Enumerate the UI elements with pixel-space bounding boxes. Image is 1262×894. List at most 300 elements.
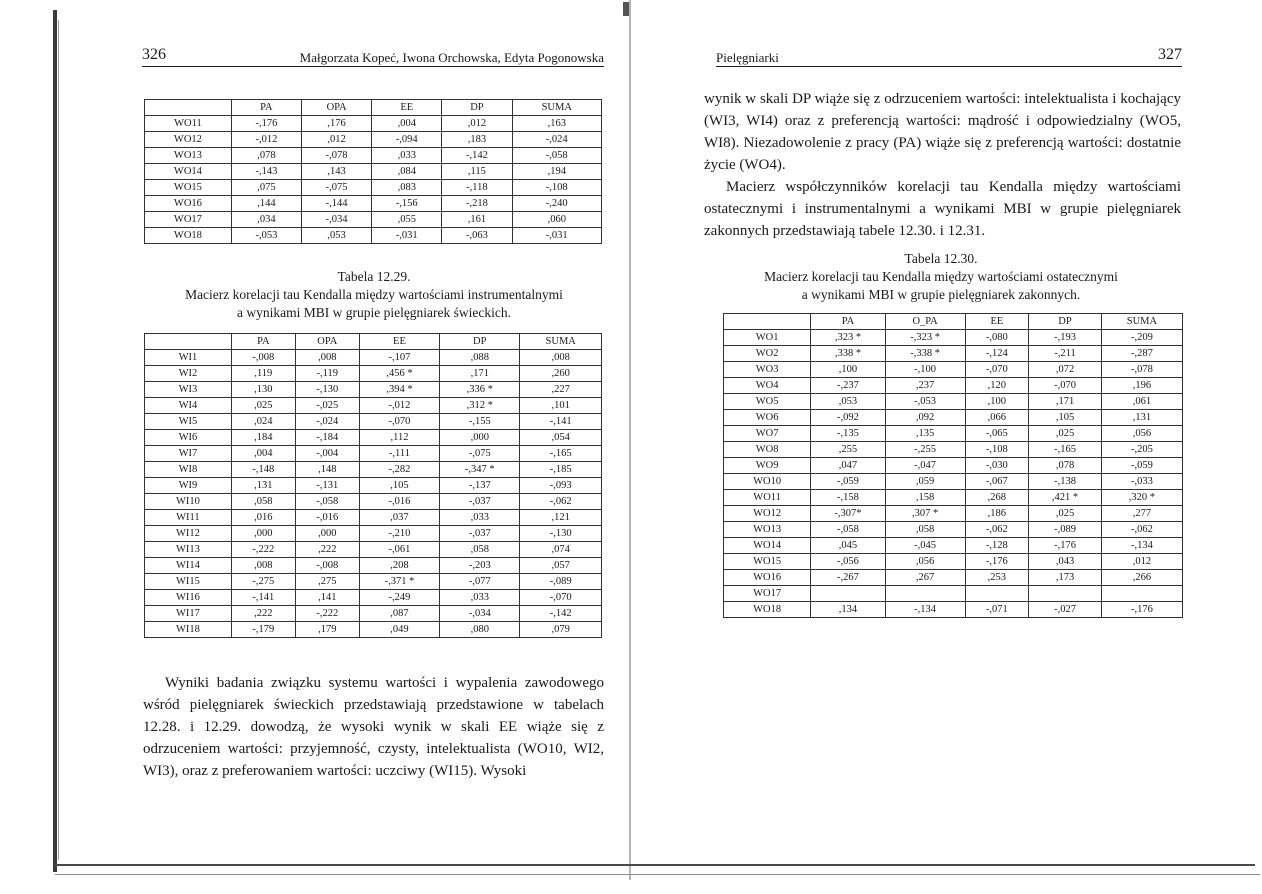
table-cell: ,222 (231, 606, 295, 622)
left-page-number: 326 (142, 46, 166, 63)
right-page (631, 0, 1262, 894)
table-cell: ,130 (231, 382, 295, 398)
table-cell: -,031 (372, 228, 442, 244)
table-cell: -,165 (520, 446, 602, 462)
row-label: WO5 (724, 394, 811, 410)
row-label: WI15 (145, 574, 232, 590)
table-cell: -,004 (295, 446, 359, 462)
column-header: DP (1029, 314, 1102, 330)
table-cell: ,025 (1029, 506, 1102, 522)
table-row (145, 526, 602, 542)
table-cell: -,134 (885, 602, 965, 618)
table-cell: ,267 (885, 570, 965, 586)
table-cell: ,277 (1101, 506, 1182, 522)
table-cell: -,065 (965, 426, 1029, 442)
row-label: WI2 (145, 366, 232, 382)
row-label: WI7 (145, 446, 232, 462)
row-label: WI5 (145, 414, 232, 430)
table-cell: ,033 (440, 510, 520, 526)
row-label: WO8 (724, 442, 811, 458)
table-cell: -,130 (520, 526, 602, 542)
table-cell: ,004 (372, 116, 442, 132)
table-cell: ,184 (231, 430, 295, 446)
table-cell: -,307* (811, 506, 885, 522)
table-cell: -,211 (1029, 346, 1102, 362)
left-running-head: Małgorzata Kopeć, Iwona Orchowska, Edyta Pogonowska (299, 50, 604, 65)
table-cell: ,176 (302, 116, 372, 132)
caption-line-2: a wynikami MBI w grupie pielęgniarek świeckich. (236, 305, 512, 320)
row-label: WO14 (145, 164, 232, 180)
table-cell: ,105 (359, 478, 439, 494)
table-cell: -,058 (295, 494, 359, 510)
table-row (724, 538, 1183, 554)
table-row (724, 330, 1183, 346)
table-cell: -,080 (965, 330, 1029, 346)
table-cell: -,059 (1101, 458, 1182, 474)
table-cell: -,148 (231, 462, 295, 478)
column-header (724, 314, 811, 330)
table-header-row (145, 100, 602, 116)
table-cell: -,130 (295, 382, 359, 398)
table-cell: ,045 (811, 538, 885, 554)
table-cell: ,134 (811, 602, 885, 618)
table-cell: -,347 * (440, 462, 520, 478)
table-cell: ,338 * (811, 346, 885, 362)
table-cell: -,142 (520, 606, 602, 622)
table-cell: -,176 (231, 116, 301, 132)
table-row (145, 164, 602, 180)
table-row (724, 378, 1183, 394)
table-cell: -,287 (1101, 346, 1182, 362)
table-cell: -,062 (1101, 522, 1182, 538)
caption-table-1229 (130, 268, 618, 322)
table-cell: -,131 (295, 478, 359, 494)
table-1229 (144, 333, 602, 638)
table-row (145, 228, 602, 244)
table-cell: ,056 (885, 554, 965, 570)
row-label: WI4 (145, 398, 232, 414)
table-row (145, 132, 602, 148)
row-label: WO1 (724, 330, 811, 346)
caption-line-1: Macierz korelacji tau Kendalla między wartościami ostatecznymi (764, 269, 1118, 284)
table-cell: -,209 (1101, 330, 1182, 346)
table-cell: ,421 * (1029, 490, 1102, 506)
table-cell: ,080 (440, 622, 520, 638)
row-label: WO16 (145, 196, 232, 212)
table-cell: -,141 (231, 590, 295, 606)
left-page (0, 0, 630, 894)
table-cell: -,058 (811, 522, 885, 538)
table-cell: -,323 * (885, 330, 965, 346)
right-paragraph-2: Macierz współczynników korelacji tau Kendalla między wartościami ostatecznymi i instrumentalnymi a wynikami MBI w grupie pielęgniarek zakonnych przedstawiają tabele 12.30. i 12.31. (704, 179, 1181, 239)
table-row (724, 458, 1183, 474)
row-label: WO10 (724, 474, 811, 490)
table-row (145, 196, 602, 212)
table-row (145, 398, 602, 414)
row-label: WO6 (724, 410, 811, 426)
table-cell: ,115 (442, 164, 512, 180)
table-cell: ,196 (1101, 378, 1182, 394)
table-row (145, 462, 602, 478)
table-cell: -,255 (885, 442, 965, 458)
table-cell: ,260 (520, 366, 602, 382)
table-cell: -,030 (965, 458, 1029, 474)
table-cell: -,089 (1029, 522, 1102, 538)
table-cell: ,083 (372, 180, 442, 196)
table-cell: ,266 (1101, 570, 1182, 586)
table-cell: ,034 (231, 212, 301, 228)
table-cell: ,060 (512, 212, 601, 228)
table-cell: -,058 (512, 148, 601, 164)
table-row (145, 148, 602, 164)
table-cell: ,066 (965, 410, 1029, 426)
table-cell (965, 586, 1029, 602)
table-cell: -,203 (440, 558, 520, 574)
table-cell: ,161 (442, 212, 512, 228)
row-label: WI9 (145, 478, 232, 494)
row-label: WO4 (724, 378, 811, 394)
table-cell: ,323 * (811, 330, 885, 346)
table-cell: -,156 (372, 196, 442, 212)
table-cell: -,124 (965, 346, 1029, 362)
table-cell: ,222 (295, 542, 359, 558)
table-cell: -,070 (520, 590, 602, 606)
table-cell: ,171 (1029, 394, 1102, 410)
table-cell: -,176 (965, 554, 1029, 570)
table-row (145, 414, 602, 430)
table-cell (885, 586, 965, 602)
table-cell: -,094 (372, 132, 442, 148)
table-cell: ,025 (231, 398, 295, 414)
table-cell: -,118 (442, 180, 512, 196)
row-label: WI16 (145, 590, 232, 606)
table-row (724, 362, 1183, 378)
column-header: DP (442, 100, 512, 116)
table-cell: ,336 * (440, 382, 520, 398)
table-cell: -,033 (1101, 474, 1182, 490)
caption-table-1230 (706, 250, 1176, 304)
row-label: WI11 (145, 510, 232, 526)
caption-label: Tabela 12.29. (337, 269, 411, 284)
table-cell: ,008 (231, 558, 295, 574)
column-header: SUMA (520, 334, 602, 350)
row-label: WO12 (724, 506, 811, 522)
table-cell: -,037 (440, 526, 520, 542)
table-cell: -,016 (359, 494, 439, 510)
table-cell: -,053 (231, 228, 301, 244)
table-row (724, 554, 1183, 570)
table-cell: -,024 (512, 132, 601, 148)
table-cell: ,312 * (440, 398, 520, 414)
row-label: WI6 (145, 430, 232, 446)
table-cell: ,131 (1101, 410, 1182, 426)
table-row (724, 506, 1183, 522)
table-cell: -,135 (811, 426, 885, 442)
table-cell: -,338 * (885, 346, 965, 362)
table-cell: ,194 (512, 164, 601, 180)
table-row (724, 522, 1183, 538)
table-cell: -,037 (440, 494, 520, 510)
table-row (145, 180, 602, 196)
table-cell: -,185 (520, 462, 602, 478)
table-cell: ,000 (295, 526, 359, 542)
table-cell: -,165 (1029, 442, 1102, 458)
table-cell: ,058 (440, 542, 520, 558)
table-cell: ,275 (295, 574, 359, 590)
table-cell: -,210 (359, 526, 439, 542)
table-row (724, 426, 1183, 442)
table-cell: ,016 (231, 510, 295, 526)
table-cell: -,193 (1029, 330, 1102, 346)
left-paragraph: Wyniki badania związku systemu wartości i wypalenia zawodowego wśród pielęgniarek świeckich przedstawiają przedstawione w tabelach 12.28. i 12.29. dowodzą, że wysoki wynik w skali EE wiąże się z odrzuceniem wartości: przyjemność, czysty, intelektualista (WO10, WI2, WI3), oraz z preferowaniem wartości: uczciwy (WI15). Wysoki (143, 675, 604, 779)
table-cell: ,008 (520, 350, 602, 366)
table-cell: -,143 (231, 164, 301, 180)
table-cell: -,061 (359, 542, 439, 558)
table-cell: ,000 (440, 430, 520, 446)
table-cell: ,012 (442, 116, 512, 132)
table-cell: ,100 (811, 362, 885, 378)
table-cell: -,092 (811, 410, 885, 426)
table-cell: ,053 (811, 394, 885, 410)
row-label: WO12 (145, 132, 232, 148)
table-cell: -,128 (965, 538, 1029, 554)
table-cell: ,120 (965, 378, 1029, 394)
row-label: WI18 (145, 622, 232, 638)
table-cell: -,053 (885, 394, 965, 410)
row-label: WO14 (724, 538, 811, 554)
table-cell: -,108 (512, 180, 601, 196)
table-cell: ,012 (1101, 554, 1182, 570)
table-cell: -,062 (965, 522, 1029, 538)
table-cell: -,067 (965, 474, 1029, 490)
column-header: EE (965, 314, 1029, 330)
row-label: WI3 (145, 382, 232, 398)
table-cell: -,108 (965, 442, 1029, 458)
row-label: WO13 (724, 522, 811, 538)
table-cell: -,107 (359, 350, 439, 366)
table-cell: -,282 (359, 462, 439, 478)
row-label: WO9 (724, 458, 811, 474)
row-label: WO13 (145, 148, 232, 164)
table-cell: -,089 (520, 574, 602, 590)
table-cell: ,394 * (359, 382, 439, 398)
table-row (145, 116, 602, 132)
row-label: WO11 (145, 116, 232, 132)
table-row (724, 490, 1183, 506)
table-cell: ,143 (302, 164, 372, 180)
table-row (145, 494, 602, 510)
left-running-header (142, 46, 604, 67)
table-cell: -,249 (359, 590, 439, 606)
table-row (724, 346, 1183, 362)
column-header: OPA (295, 334, 359, 350)
table-row (145, 382, 602, 398)
row-label: WI12 (145, 526, 232, 542)
table-cell: -,034 (302, 212, 372, 228)
table-cell: ,253 (965, 570, 1029, 586)
table-cell: ,061 (1101, 394, 1182, 410)
table-cell: ,033 (372, 148, 442, 164)
table-cell: -,237 (811, 378, 885, 394)
column-header: OPA (302, 100, 372, 116)
table-cell: -,100 (885, 362, 965, 378)
table-cell: ,105 (1029, 410, 1102, 426)
table-cell: -,075 (440, 446, 520, 462)
table-header-row (145, 334, 602, 350)
table-cell: ,058 (231, 494, 295, 510)
table-row (145, 212, 602, 228)
column-header: PA (231, 334, 295, 350)
table-row (145, 558, 602, 574)
table-cell: -,027 (1029, 602, 1102, 618)
table-cell: ,144 (231, 196, 301, 212)
table-cell (811, 586, 885, 602)
column-header: PA (811, 314, 885, 330)
table-cell: -,070 (965, 362, 1029, 378)
table-cell: -,093 (520, 478, 602, 494)
table-cell: ,058 (885, 522, 965, 538)
table-row (724, 602, 1183, 618)
table-cell: -,176 (1029, 538, 1102, 554)
table-row (145, 574, 602, 590)
table-cell: -,059 (811, 474, 885, 490)
table-cell: -,056 (811, 554, 885, 570)
table-cell: ,059 (885, 474, 965, 490)
table-cell: -,275 (231, 574, 295, 590)
column-header (145, 334, 232, 350)
table-cell: ,024 (231, 414, 295, 430)
table-cell: ,092 (885, 410, 965, 426)
table-cell: -,137 (440, 478, 520, 494)
table-row (724, 570, 1183, 586)
caption-label: Tabela 12.30. (904, 251, 978, 266)
table-cell (1029, 586, 1102, 602)
table-cell: -,158 (811, 490, 885, 506)
table-cell: -,078 (302, 148, 372, 164)
table-header-row (724, 314, 1183, 330)
table-cell: -,222 (295, 606, 359, 622)
table-cell: ,033 (440, 590, 520, 606)
table-row (145, 446, 602, 462)
table-cell: -,012 (231, 132, 301, 148)
table-cell: ,320 * (1101, 490, 1182, 506)
row-label: WO17 (724, 586, 811, 602)
table-cell: ,049 (359, 622, 439, 638)
table-cell: -,240 (512, 196, 601, 212)
table-cell: -,218 (442, 196, 512, 212)
table-cell: -,070 (1029, 378, 1102, 394)
table-row (145, 590, 602, 606)
table-cell: -,077 (440, 574, 520, 590)
table-row (145, 366, 602, 382)
table-cell: ,053 (302, 228, 372, 244)
table-cell: -,045 (885, 538, 965, 554)
table-cell: ,183 (442, 132, 512, 148)
table-row (724, 586, 1183, 602)
table-cell: -,078 (1101, 362, 1182, 378)
table-cell: -,034 (440, 606, 520, 622)
column-header: EE (372, 100, 442, 116)
row-label: WI13 (145, 542, 232, 558)
table-cell: -,071 (965, 602, 1029, 618)
table-cell: ,100 (965, 394, 1029, 410)
table-cell: ,084 (372, 164, 442, 180)
row-label: WO2 (724, 346, 811, 362)
table-cell: ,237 (885, 378, 965, 394)
column-header (145, 100, 232, 116)
table-cell: -,012 (359, 398, 439, 414)
table-cell: -,008 (231, 350, 295, 366)
table-cell: -,144 (302, 196, 372, 212)
column-header: SUMA (512, 100, 601, 116)
row-label: WO17 (145, 212, 232, 228)
table-cell: ,163 (512, 116, 601, 132)
table-cell: -,222 (231, 542, 295, 558)
table-row (724, 474, 1183, 490)
table-cell: ,268 (965, 490, 1029, 506)
table-cell: -,031 (512, 228, 601, 244)
table-row (145, 350, 602, 366)
right-body-text (704, 88, 1181, 242)
table-cell: -,155 (440, 414, 520, 430)
table-cell: -,016 (295, 510, 359, 526)
right-page-number: 327 (1158, 46, 1182, 63)
table-cell: -,267 (811, 570, 885, 586)
table-cell: ,075 (231, 180, 301, 196)
row-label: WO3 (724, 362, 811, 378)
table-cell: ,307 * (885, 506, 965, 522)
table-cell: ,008 (295, 350, 359, 366)
table-cell: ,047 (811, 458, 885, 474)
table-cell: ,131 (231, 478, 295, 494)
table-cell: -,063 (442, 228, 512, 244)
table-cell: ,079 (520, 622, 602, 638)
row-label: WO7 (724, 426, 811, 442)
table-cell: ,158 (885, 490, 965, 506)
table-cell: -,062 (520, 494, 602, 510)
row-label: WI1 (145, 350, 232, 366)
table-row (145, 606, 602, 622)
table-cell: ,025 (1029, 426, 1102, 442)
table-cell: -,134 (1101, 538, 1182, 554)
row-label: WI10 (145, 494, 232, 510)
table-cell: -,205 (1101, 442, 1182, 458)
table-cell: ,112 (359, 430, 439, 446)
column-header: O_PA (885, 314, 965, 330)
table-cell: ,037 (359, 510, 439, 526)
column-header: EE (359, 334, 439, 350)
row-label: WI8 (145, 462, 232, 478)
row-label: WO16 (724, 570, 811, 586)
table-cell: ,074 (520, 542, 602, 558)
row-label: WO15 (145, 180, 232, 196)
table-cell: -,119 (295, 366, 359, 382)
table-cell: ,056 (1101, 426, 1182, 442)
table-cell: ,043 (1029, 554, 1102, 570)
table-cell: -,025 (295, 398, 359, 414)
table-cell: ,227 (520, 382, 602, 398)
table-cell: ,078 (231, 148, 301, 164)
right-paragraph-1: wynik w skali DP wiąże się z odrzuceniem wartości: intelektualista i kochający (WI3, WI4) oraz z preferencją wartości: mądrość i odpowiedzialny (WO5, WI8). Niezadowolenie z pracy (PA) wiąże się z preferencją wartości: dostatnie życie (WO4). (704, 91, 1181, 173)
table-cell: -,142 (442, 148, 512, 164)
table-row (145, 478, 602, 494)
table-cell: -,184 (295, 430, 359, 446)
table-cell: ,012 (302, 132, 372, 148)
table-row (724, 410, 1183, 426)
table-cell: -,070 (359, 414, 439, 430)
column-header: DP (440, 334, 520, 350)
table-cell: ,171 (440, 366, 520, 382)
